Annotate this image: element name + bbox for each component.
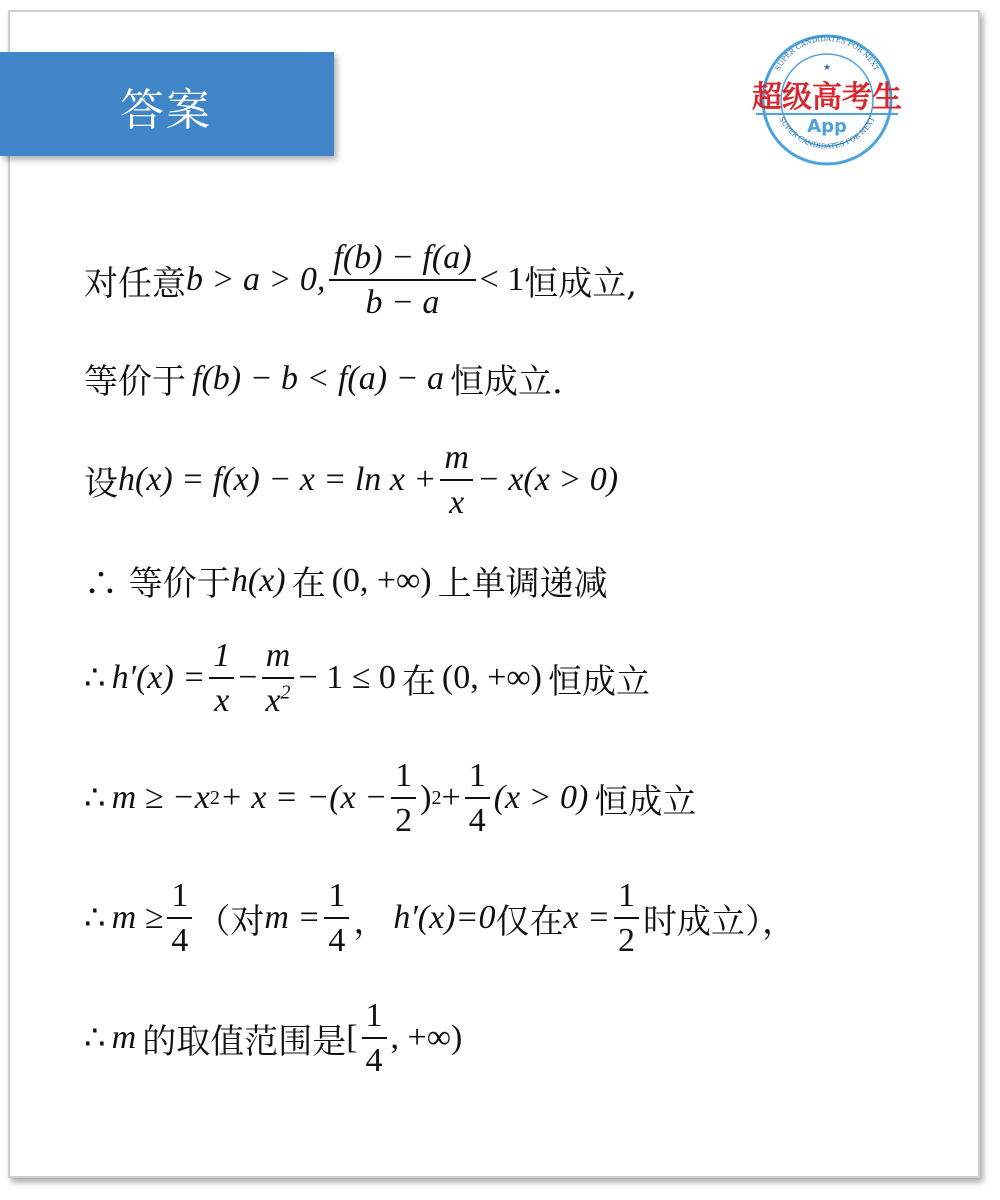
solution-line-5: ∴ h′(x) = $\frac{1}{x}$ − $\frac{m}{x^2}$ − 1 ≤ 0 在 (0, +∞) 恒成立: [84, 637, 650, 720]
solution-line-8: ∴ m 的取值范围是 [ $\frac{1}{4}$ , +∞): [84, 997, 463, 1080]
solution-line-3: 设 h(x) = f(x) − x = ln x + $\frac{m}{x}$ − x(x > 0): [84, 439, 619, 522]
logo-ring-bottom: SUPER CANDIDATES FOR NEXT: [777, 115, 877, 151]
banner-title: 答案: [120, 85, 212, 136]
solution-line-2: 等价于 f(b) − b < f(a) − a 恒成立.: [84, 359, 563, 402]
app-logo: [752, 32, 902, 166]
solution-line-7: ∴ m ≥ $\frac{1}{4}$ （对 m = $\frac{1}{4}$ ， h′(x)=0 仅在 x = $\frac{1}{2}$ 时成立），: [84, 877, 797, 960]
fraction: $\frac{1}{2}$: [391, 756, 416, 840]
fraction: $\frac{1}{2}$: [614, 876, 639, 960]
logo-brand: 超级高考生: [752, 80, 902, 115]
fraction: $\frac{1}{4}$: [324, 876, 349, 960]
solution-line-6: ∴ m ≥ −x 2 + x = −(x − $\frac{1}{2}$ ) 2 + $\frac{1}{4}$ (x > 0) 恒成立: [84, 757, 697, 840]
svg-text:★: ★: [822, 63, 832, 73]
fraction: $\frac{m}{x}$: [440, 438, 473, 522]
fraction: $\frac{1}{4}$: [465, 756, 490, 840]
logo-ring-top: SUPER CANDIDATES FOR NEXT: [773, 34, 881, 73]
answer-banner: [0, 52, 334, 156]
fraction: $\frac{1}{4}$: [362, 996, 387, 1080]
solution-line-4: ∴ 等价于 h(x) 在 (0, +∞) 上单调递减: [84, 561, 608, 604]
logo-app: App: [807, 116, 847, 137]
fraction: $\frac{f(b) - f(a)}{b - a}$: [329, 238, 475, 322]
fraction: $\frac{m}{x^2}$: [261, 636, 294, 720]
solution-line-1: 对任意 b > a > 0, $\frac{f(b) - f(a)}{b - a}$ < 1 恒成立,: [84, 239, 638, 322]
fraction: $\frac{1}{x}$: [209, 636, 234, 720]
fraction: $\frac{1}{4}$: [167, 876, 192, 960]
